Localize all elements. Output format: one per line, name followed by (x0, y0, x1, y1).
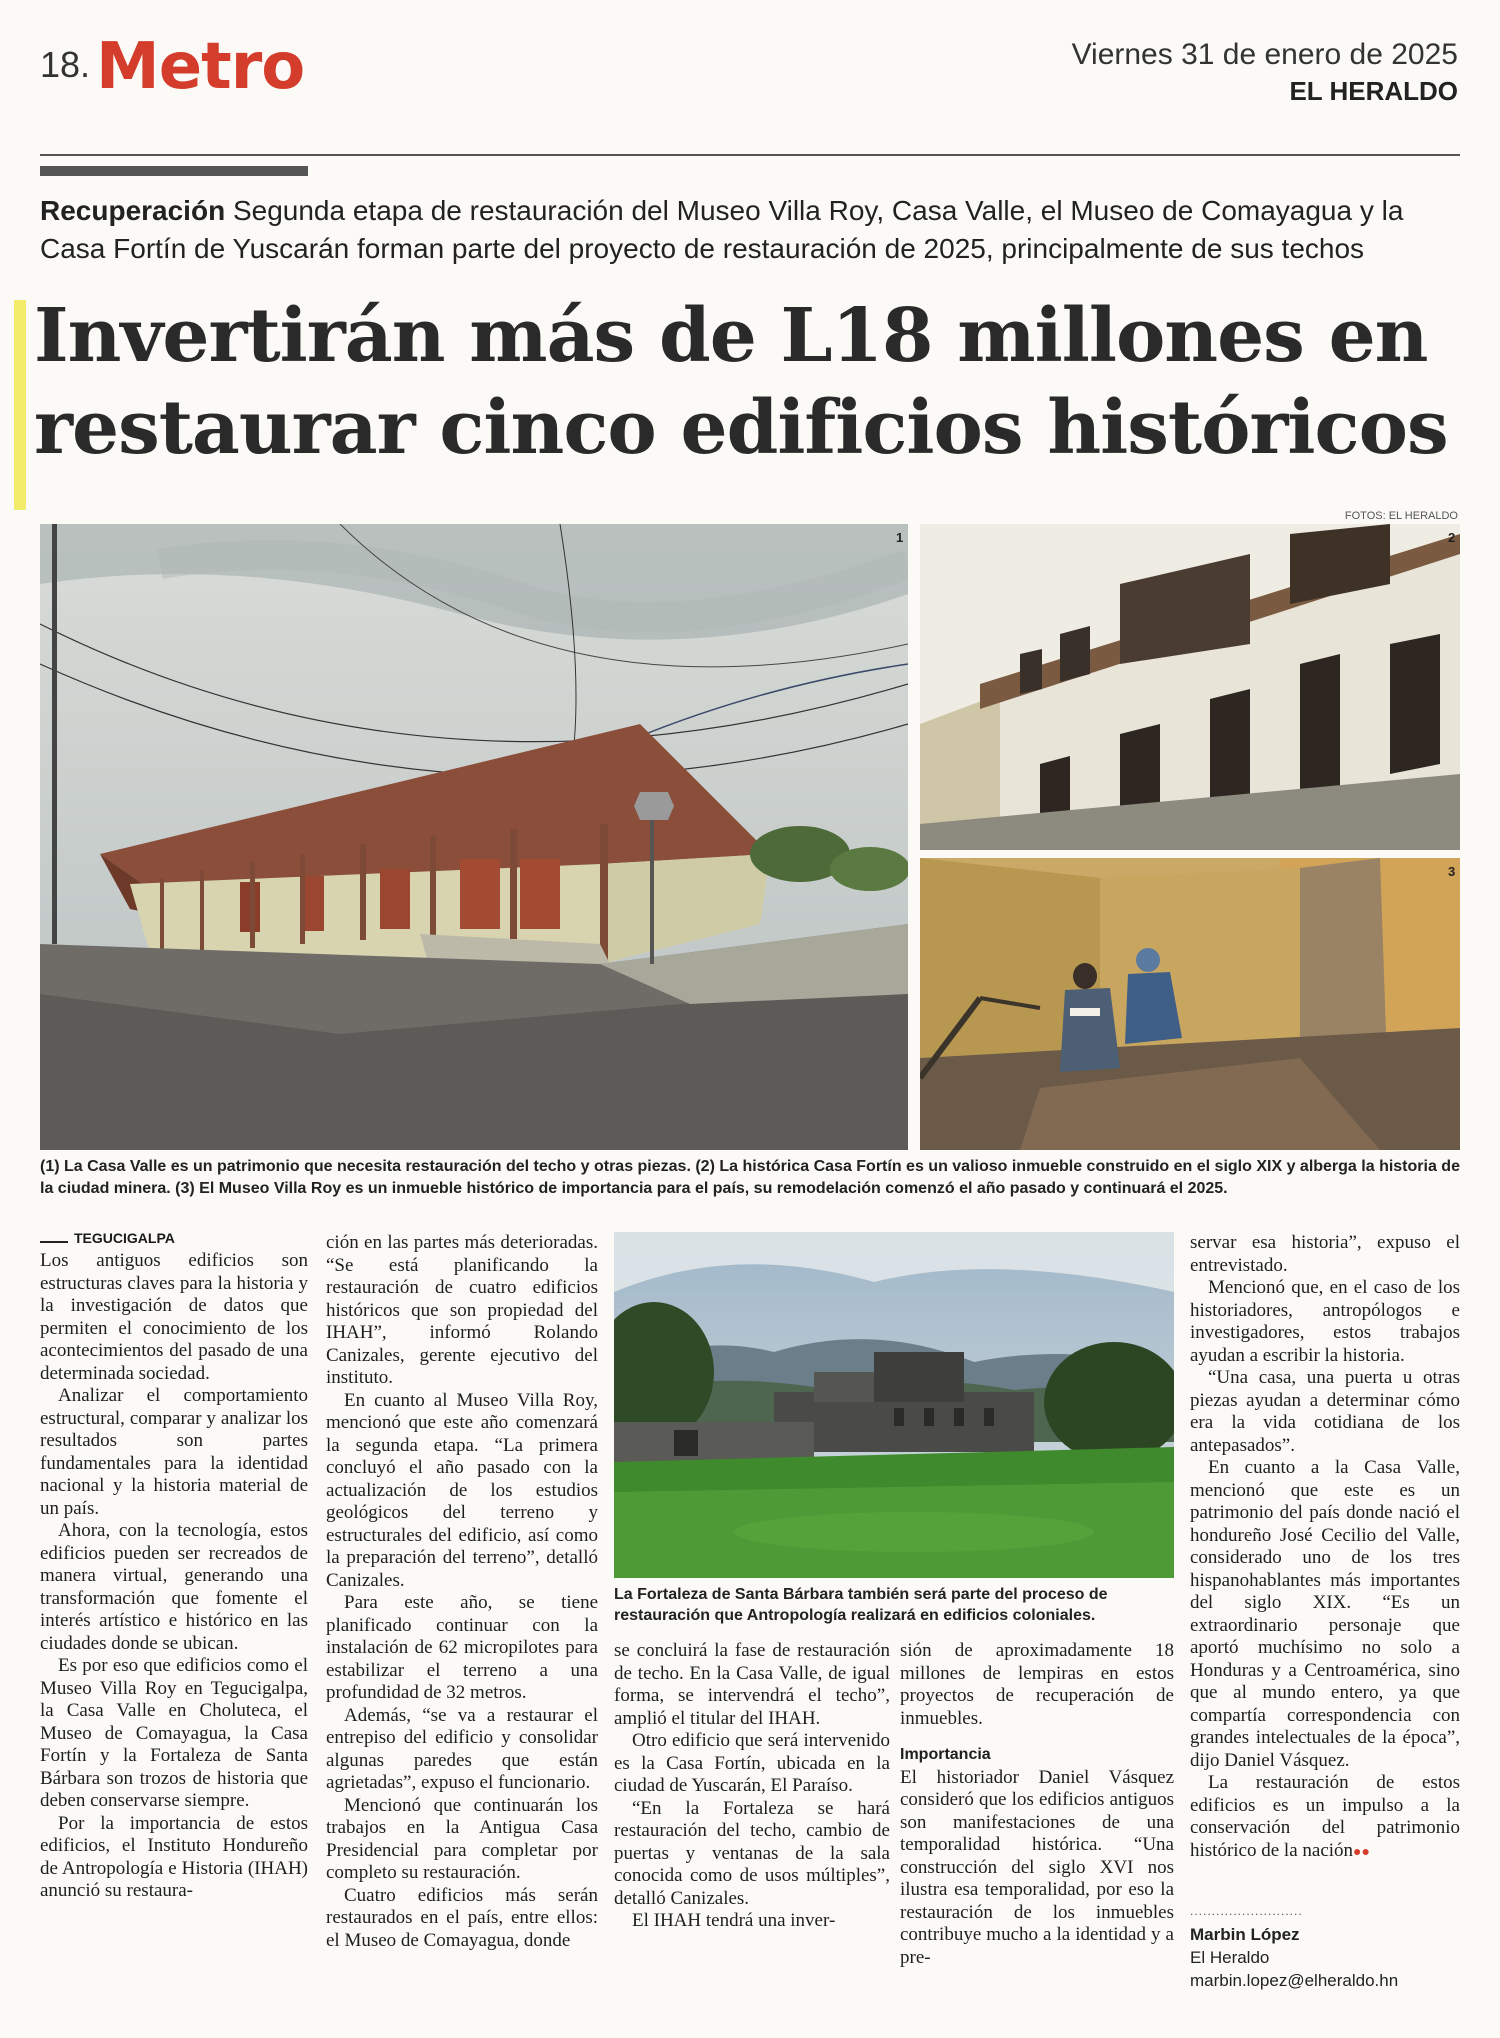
paragraph: ción en las partes más deterioradas. “Se está planificando la restauración de cuatro edificios históricos que son propiedad del IHAH”, informó Rolando Canizales, gerente ejecutivo del instituto. (326, 1232, 598, 1388)
paragraph: En cuanto al Museo Villa Roy, mencionó que este año comenzará la segunda etapa. “La primera concluyó el año pasado con la actualización de los estudios geológicos del terreno y estructurales del edificio, así como la preparación del terreno”, detalló Canizales. (326, 1389, 598, 1591)
headline-line-2: restaurar cinco edificios históricos (34, 385, 1448, 471)
photo-number-1: 1 (896, 530, 904, 545)
article-column-4 (900, 1640, 1174, 1969)
article-column-5 (1190, 1232, 1460, 1864)
photo-fortaleza-santa-barbara (614, 1232, 1174, 1578)
author-outlet: El Heraldo (1190, 1948, 1270, 1967)
photo-number-3: 3 (1448, 864, 1456, 879)
subhead-importancia: Importancia (900, 1746, 991, 1763)
photo-number-2: 2 (1448, 530, 1456, 545)
dateline: TEGUCIGALPA (74, 1230, 175, 1246)
paragraph: En cuanto a la Casa Valle, mencionó que este es un patrimonio del país donde nació el hondureño José Cecilio del Valle, considerado uno de los tres hispanohablantes más importantes del siglo XIX. “Es un extraordinario personaje que aportó muchísimo no solo a Honduras y a Centroamérica, sino que al mundo entero, ya que compartía correspondencia con grandes intelectuales de la época”, dijo Daniel Vásquez. (1190, 1457, 1460, 1771)
page-number: 18. (40, 44, 91, 85)
paragraph: “Una casa, una puerta u otras piezas ayudan a determinar cómo era la vida cotidiana de los antepasados”. (1190, 1367, 1460, 1456)
paragraph: Es por eso que edificios como el Museo Villa Roy en Tegucigalpa, la Casa Valle en Choluteca, el Museo de Comayagua, la Casa Fortín y la Fortaleza de Santa Bárbara son trozos de historia que deben conservarse siempre. (40, 1655, 308, 1811)
section-title: Metro (96, 30, 305, 104)
photo-museo-villa-roy (920, 858, 1460, 1150)
paragraph: Mencionó que, en el caso de los historiadores, antropólogos e investigadores, estos trabajos ayudan a escribir la historia. (1190, 1277, 1460, 1366)
headline (34, 290, 1474, 474)
byline-separator: .......................... (1190, 1904, 1303, 1918)
paragraph: Otro edificio que será intervenido es la Casa Fortín, ubicada en la ciudad de Yuscarán, El Paraíso. (614, 1730, 890, 1796)
end-mark-icon: ●● (1353, 1844, 1370, 1860)
paragraph: Los antiguos edificios son estructuras claves para la historia y la investigación de datos que permiten el conocimiento de los acontecimientos del pasado de una determinada sociedad. (40, 1250, 308, 1384)
closing-text: La restauración de estos edificios es un impulso a la conservación del patrimonio histórico de la nación (1190, 1772, 1460, 1861)
paragraph: El historiador Daniel Vásquez consideró que los edificios antiguos son manifestaciones de una temporalidad histórica. “Una construcción del siglo XVI nos ilustra esa temporalidad, por eso la restauración de los inmuebles contribuye mucho a la identidad y a pre- (900, 1766, 1174, 1968)
paragraph: Para este año, se tiene planificado continuar con la instalación de 62 micropilotes para estabilizar el terreno a una profundidad de 32 metros. (326, 1592, 598, 1703)
paragraph: Mencionó que continuarán los trabajos en la Antigua Casa Presidencial para completar por completo su restauración. (326, 1794, 598, 1883)
paragraph: Ahora, con la tecnología, estos edificios pueden ser recreados de manera virtual, generando una transformación que fomente el interés artístico e histórico en las ciudades donde se ubican. (40, 1520, 308, 1654)
paragraph: Además, “se va a restaurar el entrepiso del edificio y consolidar algunas paredes que están agrietadas”, expuso el funcionario. (326, 1704, 598, 1793)
highlighter-mark (14, 300, 26, 510)
accent-rule (40, 166, 308, 176)
paragraph: “En la Fortaleza se hará restauración del techo, cambio de puertas y ventanas de la sala conocida como de usos múltiples”, detalló Canizales. (614, 1797, 890, 1909)
header-rule (40, 154, 1460, 156)
author-email[interactable]: marbin.lopez@elheraldo.hn (1190, 1971, 1399, 1990)
dateline-rule (40, 1241, 68, 1243)
byline (1190, 1900, 1460, 1992)
article-column-3 (614, 1640, 890, 1933)
paragraph: servar esa historia”, expuso el entrevistado. (1190, 1232, 1460, 1276)
issue-date: Viernes 31 de enero de 2025 (1071, 38, 1458, 71)
article-column-2 (326, 1232, 598, 1952)
paragraph (1190, 1772, 1460, 1864)
paragraph: sión de aproximadamente 18 millones de lempiras en estos proyectos de recuperación de inmuebles. (900, 1640, 1174, 1729)
deck-kicker: Recuperación (40, 195, 226, 226)
photo-credit: FOTOS: EL HERALDO (1344, 510, 1458, 522)
deck-text: Segunda etapa de restauración del Museo Villa Roy, Casa Valle, el Museo de Comayagua y la Casa Fortín de Yuscarán forman parte del proyecto de restauración de 2025, principalmente de sus techos (40, 195, 1404, 264)
article-deck (40, 192, 1460, 268)
photo-casa-fortin (920, 524, 1460, 850)
paragraph: se concluirá la fase de restauración de techo. En la Casa Valle, de igual forma, se intervendrá el techo”, amplió el titular del IHAH. (614, 1640, 890, 1729)
photo-casa-valle (40, 524, 908, 1150)
headline-line-1: Invertirán más de L18 millones en (34, 293, 1428, 379)
fortress-caption: La Fortaleza de Santa Bárbara también será parte del proceso de restauración que Antropología realizará en edificios coloniales. (614, 1586, 1108, 1624)
paragraph: Analizar el comportamiento estructural, comparar y analizar los resultados son partes fundamentales para la identidad nacional y la historia material de un país. (40, 1385, 308, 1519)
article-column-1 (40, 1250, 308, 1903)
author-name: Marbin López (1190, 1925, 1300, 1944)
paragraph: El IHAH tendrá una inver- (632, 1910, 836, 1931)
photo-caption: (1) La Casa Valle es un patrimonio que necesita restauración del techo y otras piezas. (2) La histórica Casa Fortín es un valioso inmueble construido en el siglo XIX y alberga la historia de la ciudad minera. (3) El Museo Villa Roy es un inmueble histórico de importancia para el país, su remodelación comenzó el año pasado y continuará el 2025. (40, 1158, 1460, 1197)
paragraph: Por la importancia de estos edificios, el Instituto Hondureño de Antropología e Historia (IHAH) anunció su restaura- (40, 1812, 308, 1901)
paragraph: Cuatro edificios más serán restaurados en el país, entre ellos: el Museo de Comayagua, donde (326, 1884, 598, 1951)
newspaper-name: EL HERALDO (1289, 76, 1458, 106)
